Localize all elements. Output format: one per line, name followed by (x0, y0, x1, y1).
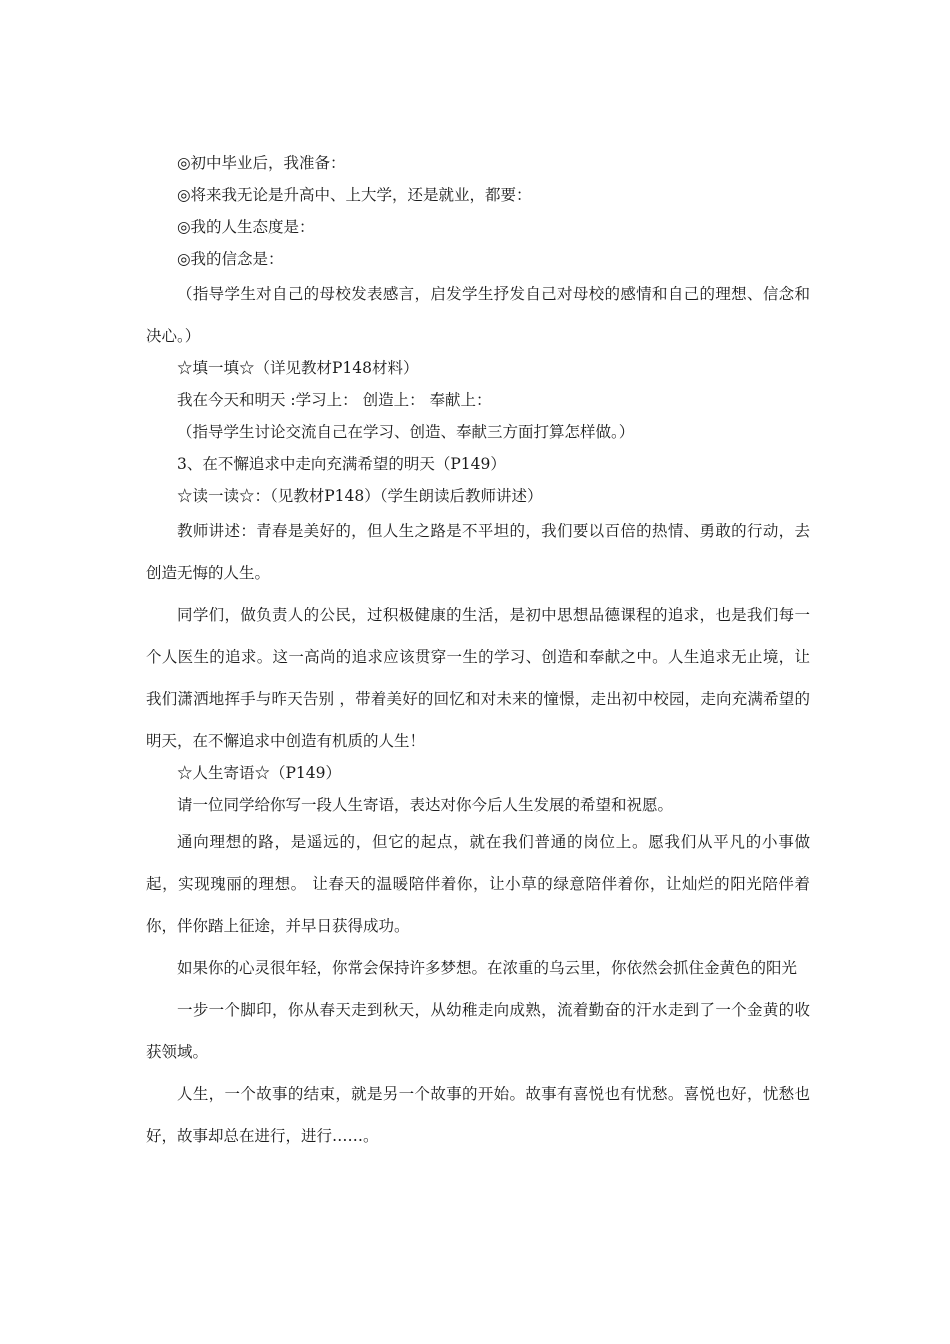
document-body (146, 147, 810, 1157)
section-heading-3: 3、在不懈追求中走向充满希望的明天（P149） (177, 455, 506, 473)
paragraph-today-tomorrow: 我在今天和明天 :学习上： 创造上： 奉献上： (177, 391, 492, 409)
paragraph-guide-school-feelings: （指导学生对自己的母校发表感言，启发学生抒发自己对母校的感情和自己的理想、信念和决心。） (146, 285, 810, 345)
paragraph-students-pursuit: 同学们，做负责人的公民，过积极健康的生活，是初中思想品德课程的追求，也是我们每一个人医生的追求。这一高尚的追求应该贯穿一生的学习、创造和奉献之中。人生追求无止境，让我们潇洒地挥手与昨天告别 ，带着美好的回忆和对未来的憧憬，走出初中校园，走向充满希望的明天，在不懈追求中创造有机质的人生！ (146, 606, 810, 750)
paragraph-belief: ◎我的信念是： (177, 250, 284, 268)
paragraph-write-message: 请一位同学给你写一段人生寄语，表达对你今后人生发展的希望和祝愿。 (177, 796, 674, 814)
paragraph-road-to-ideal: 通向理想的路，是遥远的，但它的起点，就在我们普通的岗位上。愿我们从平凡的小事做起，实现瑰丽的理想。 让春天的温暖陪伴着你，让小草的绿意陪伴着你，让灿烂的阳光陪伴着你，伴你踏上征途，并早日获得成功。 (146, 833, 810, 935)
paragraph-life-attitude: ◎我的人生态度是： (177, 218, 315, 236)
paragraph-fill-in-heading: ☆填一填☆（详见教材P148材料） (177, 359, 419, 377)
paragraph-life-story: 人生，一个故事的结束，就是另一个故事的开始。故事有喜悦也有忧愁。喜悦也好，忧愁也好，故事却总在进行，进行……。 (146, 1085, 810, 1145)
paragraph-read-heading: ☆读一读☆：（见教材P148）（学生朗读后教师讲述） (177, 487, 543, 505)
paragraph-guide-discussion: （指导学生讨论交流自己在学习、创造、奉献三方面打算怎样做。） (177, 423, 635, 441)
paragraph-teacher-narration: 教师讲述：青春是美好的，但人生之路是不平坦的，我们要以百倍的热情、勇敢的行动，去创造无悔的人生。 (146, 522, 810, 582)
paragraph-step-by-step: 一步一个脚印，你从春天走到秋天，从幼稚走向成熟，流着勤奋的汗水走到了一个金黄的收获领域。 (146, 1001, 810, 1061)
paragraph-after-graduation: ◎初中毕业后，我准备： (177, 154, 346, 172)
paragraph-life-message-heading: ☆人生寄语☆（P149） (177, 764, 342, 782)
paragraph-young-heart: 如果你的心灵很年轻，你常会保持许多梦想。在浓重的乌云里，你依然会抓住金黄色的阳光 (177, 959, 798, 977)
paragraph-future-plan: ◎将来我无论是升高中、上大学，还是就业，都要： (177, 186, 532, 204)
